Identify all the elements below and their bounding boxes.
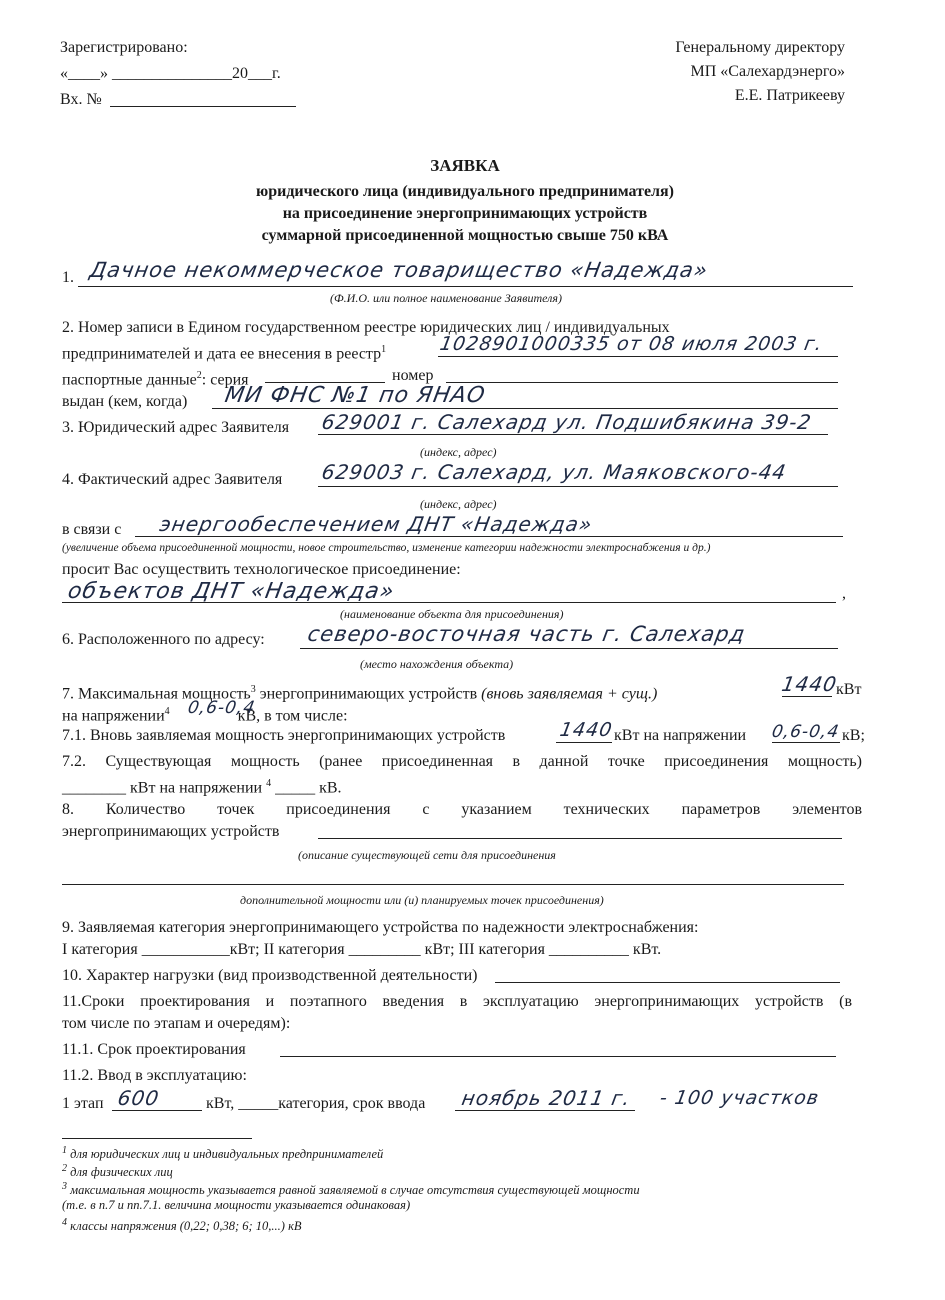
applicant-name-value: Дачное некоммерческое товарищество «Надежда» <box>87 258 711 282</box>
max-power-value: 1440 <box>779 672 840 696</box>
item8-line1: 8. Количество точек присоединения с указанием технических параметров элементов <box>62 801 862 818</box>
passport-label: паспортные данные$^2$: серия <box>62 370 249 389</box>
issued-value: МИ ФНС №1 по ЯНАО <box>222 383 488 408</box>
item71-end: кВ; <box>842 727 865 744</box>
new-power-value: 1440 <box>558 719 615 741</box>
max-power-line <box>782 696 832 697</box>
object-location-value: северо-восточная часть г. Салехард <box>305 622 748 646</box>
stage-label: 1 этап <box>62 1095 104 1112</box>
recipient-line1: Генеральному директору <box>675 39 845 56</box>
footnote-4: $^4$ классы напряжения (0,22; 0,38; 6; 10,...) кВ <box>62 1217 302 1234</box>
item2-line2: предпринимателей и дата ее внесения в реестр$^1$ <box>62 344 387 363</box>
passport-number-line <box>446 382 838 383</box>
passport-number-label: номер <box>392 367 434 384</box>
item8-caption1: (описание существующей сети для присоединения <box>298 848 556 862</box>
item71-power-line <box>556 742 612 743</box>
issued-label: выдан (кем, когда) <box>62 393 188 410</box>
title-sub3: суммарной присоединенной мощностью свыше 750 кВА <box>261 227 669 244</box>
item3-caption: (индекс, адрес) <box>420 445 497 459</box>
actual-address-value: 629003 г. Салехард, ул. Маяковского-44 <box>319 460 789 484</box>
item1-number: 1. <box>62 269 74 286</box>
registry-number-value: 1028901000335 от 08 июля 2003 г. <box>438 333 825 355</box>
item2-line1: 2. Номер записи в Едином государственном реестре юридических лиц / индивидуальных <box>62 319 670 336</box>
max-power-unit: кВт <box>836 681 862 698</box>
reason-value: энергообеспечением ДНТ «Надежда» <box>157 512 595 536</box>
item8-caption2: дополнительной мощности или (и) планируемых точек присоединения) <box>240 893 604 907</box>
object-caption: (наименование объекта для присоединения) <box>340 607 564 621</box>
item7-line2: на напряжении$^4$ кВ, в том числе: <box>62 706 348 725</box>
stage-date-line <box>455 1110 635 1111</box>
item11-line1: 11.Сроки проектирования и поэтапного введения в эксплуатацию энергопринимающих устройств (в <box>62 993 852 1010</box>
item4-label: 4. Фактический адрес Заявителя <box>62 471 283 488</box>
item8-line-b <box>62 884 844 885</box>
reason-caption: (увеличение объема присоединенной мощности, новое строительство, изменение категории надежности электроснабжения и др.) <box>62 542 711 554</box>
item8-line-a <box>318 838 842 839</box>
recipient-line2: МП «Салехардэнерго» <box>690 63 845 80</box>
item9-line2: I категория ___________кВт; II категория _________ кВт; III категория __________ кВт. <box>62 941 662 958</box>
item11-line2: том числе по этапам и очередям): <box>62 1015 291 1032</box>
stage-date-value: ноябрь 2011 г. <box>459 1086 633 1110</box>
item72-line1: 7.2. Существующая мощность (ранее присоединенная в данной точке присоединения мощность) <box>62 753 862 770</box>
item112-label: 11.2. Ввод в эксплуатацию: <box>62 1067 247 1084</box>
item72-line2: ________ кВт на напряжении $^4$ _____ кВ. <box>62 778 342 797</box>
item111-line <box>280 1056 836 1057</box>
reason-label: в связи с <box>62 521 122 538</box>
document-title: ЗАЯВКА <box>430 156 500 175</box>
footnote-3a: $^3$ максимальная мощность указывается равной заявляемой в случае отсутствия существующей мощности <box>62 1181 640 1198</box>
footnote-3b: (т.е. в п.7 и пп.7.1. величина мощности указывается одинаковая) <box>62 1198 411 1212</box>
item6-caption: (место нахождения объекта) <box>360 657 514 671</box>
item7-line1: 7. Максимальная мощность$^3$ энергопринимающих устройств (вновь заявляемая + сущ.) <box>62 684 658 703</box>
item10-line <box>495 982 840 983</box>
issued-line <box>212 408 838 409</box>
item111-label: 11.1. Срок проектирования <box>62 1041 246 1058</box>
footnote-1: $^1$ для юридических лиц и индивидуальных предпринимателей <box>62 1145 384 1162</box>
stage-power-value: 600 <box>115 1086 162 1110</box>
item8-line2: энергопринимающих устройств <box>62 823 280 840</box>
item4-line <box>318 486 838 487</box>
incoming-number-line <box>110 106 296 107</box>
title-sub2: на присоединение энергопринимающих устройств <box>282 205 648 222</box>
registration-date-line: «____» _______________20___г. <box>60 65 281 82</box>
item10-label: 10. Характер нагрузки (вид производственной деятельности) <box>62 967 478 984</box>
stage-power-line <box>112 1110 202 1111</box>
legal-address-value: 629001 г. Салехард ул. Подшибякина 39-2 <box>319 410 814 434</box>
title-sub1: юридического лица (индивидуального предпринимателя) <box>255 183 675 200</box>
request-label: просит Вас осуществить технологическое присоединение: <box>62 561 461 578</box>
stage-note-value: - 100 участков <box>658 1087 822 1109</box>
new-power-voltage-value: 0,6-0,4 <box>770 722 841 742</box>
item6-label: 6. Расположенного по адресу: <box>62 631 265 648</box>
recipient-line3: Е.Е. Патрикееву <box>734 87 845 104</box>
item71-mid: кВт на напряжении <box>614 727 747 744</box>
item3-label: 3. Юридический адрес Заявителя <box>62 419 290 436</box>
item1-caption: (Ф.И.О. или полное наименование Заявителя) <box>330 291 562 305</box>
item2-line <box>438 356 838 357</box>
incoming-number-label: Вх. № <box>60 91 102 108</box>
reason-line <box>135 536 843 537</box>
footnote-divider <box>62 1138 252 1139</box>
registered-label: Зарегистрировано: <box>60 39 188 56</box>
item4-caption: (индекс, адрес) <box>420 497 497 511</box>
stage-mid: кВт, _____категория, срок ввода <box>206 1095 426 1112</box>
object-value: объектов ДНТ «Надежда» <box>65 579 397 604</box>
item9-line1: 9. Заявляемая категория энергопринимающего устройства по надежности электроснабжения: <box>62 919 699 936</box>
item6-line <box>300 648 838 649</box>
footnote-2: $^2$ для физических лиц <box>62 1163 173 1180</box>
item3-line <box>318 434 828 435</box>
max-power-voltage-value: 0,6-0,4 <box>186 698 257 718</box>
object-comma: , <box>842 585 846 602</box>
item1-line <box>78 286 853 287</box>
item71-label: 7.1. Вновь заявляемая мощность энергопринимающих устройств <box>62 727 506 744</box>
